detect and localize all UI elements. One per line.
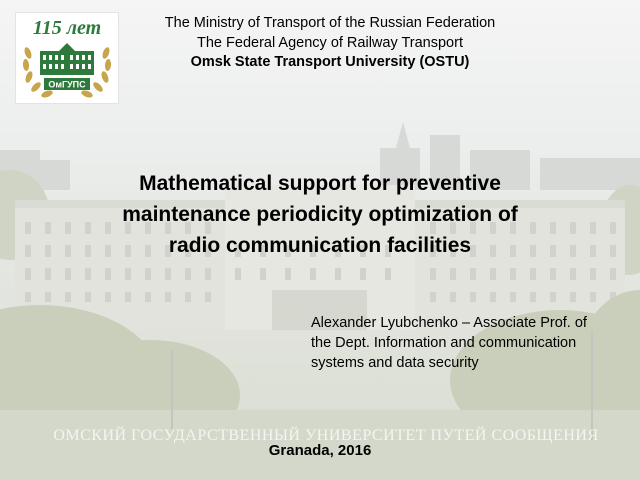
ministry-line: The Ministry of Transport of the Russian Federation — [164, 15, 496, 31]
agency-line: The Federal Agency of Railway Transport — [197, 34, 463, 51]
author-line-1: Alexander Lyubchenko – Associate Prof. of — [311, 315, 587, 331]
university-building-icon — [40, 43, 94, 75]
title-line-2: maintenance periodicity optimization of — [122, 203, 518, 226]
logo-abbreviation: ОмГУПС — [48, 79, 86, 90]
university-logo — [15, 12, 119, 104]
building-sign-text: ОМСКИЙ ГОСУДАРСТВЕННЫЙ УНИВЕРСИТЕТ ПУТЕЙ СООБЩЕНИЯ — [53, 427, 599, 444]
author-info — [311, 313, 631, 373]
logo-years-text: 115 лет — [32, 17, 102, 39]
author-line-2: the Dept. Information and communication — [311, 335, 577, 351]
location-date: Granada, 2016 — [268, 442, 372, 459]
title-line-1: Mathematical support for preventive — [139, 172, 501, 195]
university-line: Omsk State Transport University (OSTU) — [190, 54, 470, 70]
presentation-title — [40, 168, 600, 261]
author-line-3: systems and data security — [311, 355, 479, 371]
header-organization — [130, 14, 530, 73]
title-line-3: radio communication facilities — [168, 234, 472, 257]
